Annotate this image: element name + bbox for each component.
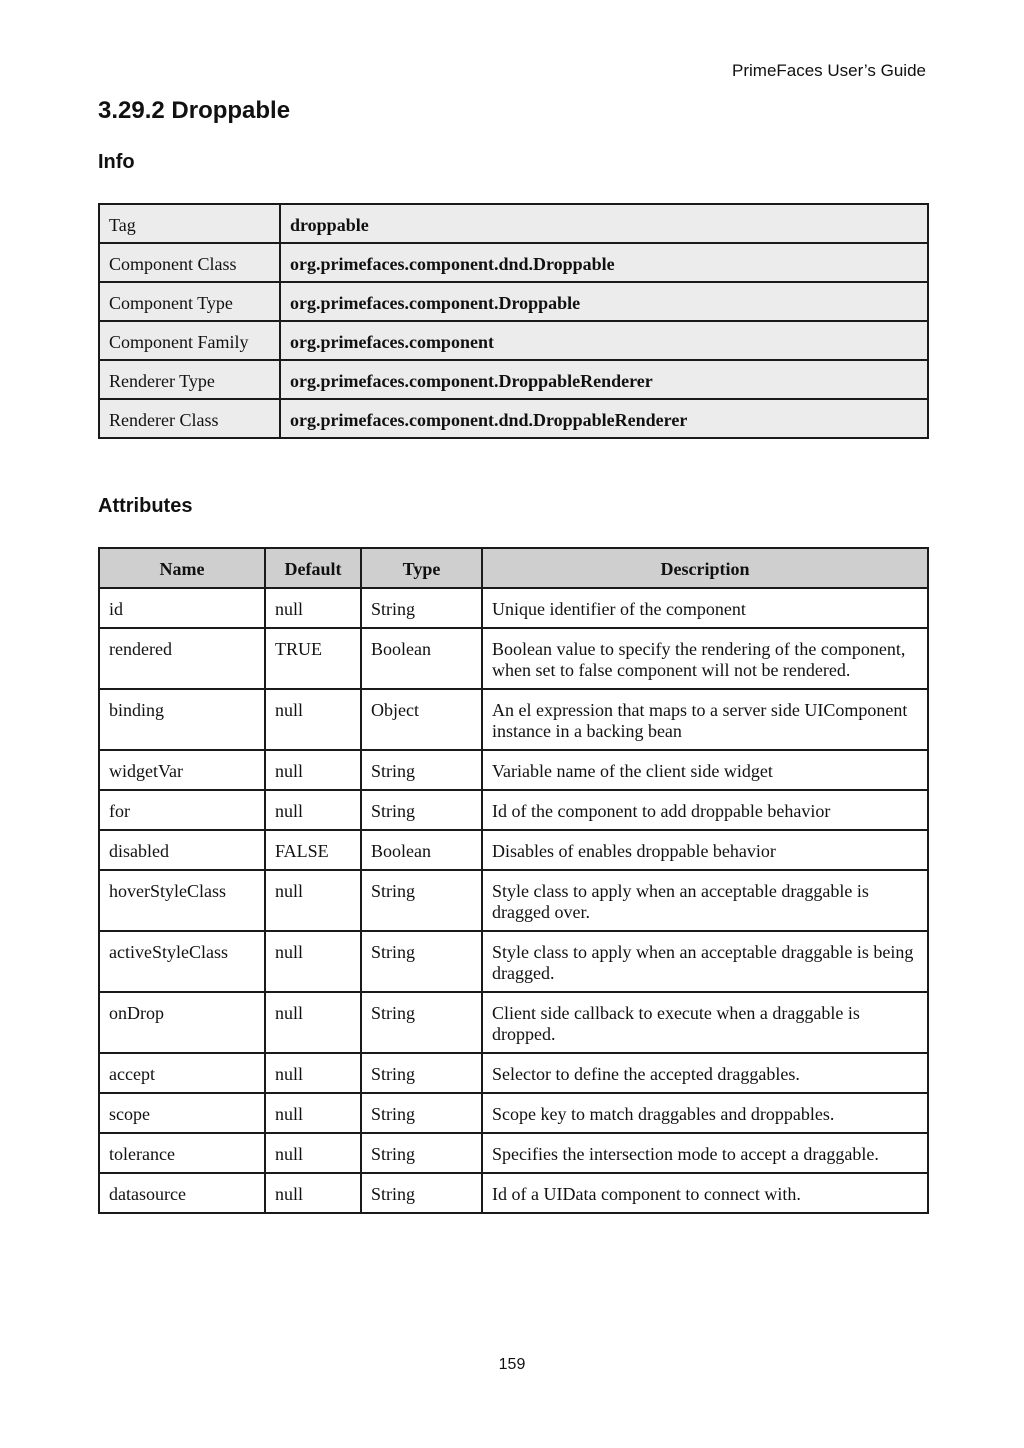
attribute-description: Scope key to match draggables and droppables. [482,1093,928,1133]
attribute-default: null [265,1053,361,1093]
column-header-type: Type [361,548,482,588]
info-value: org.primefaces.component.Droppable [280,282,928,321]
info-value: org.primefaces.component [280,321,928,360]
attribute-name: tolerance [99,1133,265,1173]
attribute-name: widgetVar [99,750,265,790]
attribute-type: String [361,870,482,931]
info-row [99,321,928,360]
attribute-name: disabled [99,830,265,870]
attribute-default: null [265,1093,361,1133]
attribute-type: String [361,1173,482,1213]
attribute-description: Specifies the intersection mode to accept a draggable. [482,1133,928,1173]
table-row [99,588,928,628]
column-header-default: Default [265,548,361,588]
table-row [99,628,928,689]
attribute-type: String [361,1133,482,1173]
attribute-name: for [99,790,265,830]
info-table [98,203,929,439]
attribute-default: null [265,931,361,992]
info-row [99,360,928,399]
attribute-type: String [361,931,482,992]
attribute-default: null [265,870,361,931]
info-label: Tag [99,204,280,243]
attribute-type: Boolean [361,830,482,870]
attributes-table [98,547,929,1214]
info-value: org.primefaces.component.DroppableRenderer [280,360,928,399]
attribute-description: Style class to apply when an acceptable draggable is dragged over. [482,870,928,931]
attribute-name: id [99,588,265,628]
table-row [99,870,928,931]
attribute-default: TRUE [265,628,361,689]
attribute-type: String [361,1093,482,1133]
table-row [99,750,928,790]
info-value: droppable [280,204,928,243]
attribute-default: null [265,992,361,1053]
table-row [99,1093,928,1133]
section-title: 3.29.2 Droppable [98,97,291,124]
attribute-type: String [361,1053,482,1093]
attribute-type: String [361,750,482,790]
attribute-description: Disables of enables droppable behavior [482,830,928,870]
attribute-default: null [265,790,361,830]
attributes-heading: Attributes [98,495,193,517]
attribute-description: Id of a UIData component to connect with. [482,1173,928,1213]
attribute-description: Unique identifier of the component [482,588,928,628]
running-header: PrimeFaces User’s Guide [732,61,926,80]
attribute-name: activeStyleClass [99,931,265,992]
info-heading: Info [98,151,135,173]
attribute-description: Client side callback to execute when a draggable is dropped. [482,992,928,1053]
attribute-name: onDrop [99,992,265,1053]
attribute-type: String [361,790,482,830]
info-row [99,243,928,282]
info-row [99,399,928,438]
info-label: Renderer Class [99,399,280,438]
table-row [99,1173,928,1213]
attribute-description: Id of the component to add droppable behavior [482,790,928,830]
attribute-description: Variable name of the client side widget [482,750,928,790]
page-number: 159 [498,1356,526,1373]
info-value: org.primefaces.component.dnd.DroppableRenderer [280,399,928,438]
attribute-name: datasource [99,1173,265,1213]
column-header-description: Description [482,548,928,588]
info-row [99,204,928,243]
attribute-name: hoverStyleClass [99,870,265,931]
table-row [99,992,928,1053]
attribute-type: Object [361,689,482,750]
attribute-description: An el expression that maps to a server side UIComponent instance in a backing bean [482,689,928,750]
attribute-default: null [265,588,361,628]
info-label: Component Class [99,243,280,282]
info-label: Component Type [99,282,280,321]
table-row [99,931,928,992]
attributes-header-row [99,548,928,588]
info-value: org.primefaces.component.dnd.Droppable [280,243,928,282]
attribute-name: rendered [99,628,265,689]
attribute-default: FALSE [265,830,361,870]
table-row [99,790,928,830]
table-row [99,689,928,750]
info-label: Renderer Type [99,360,280,399]
attribute-type: String [361,992,482,1053]
attribute-description: Style class to apply when an acceptable draggable is being dragged. [482,931,928,992]
attribute-description: Selector to define the accepted draggables. [482,1053,928,1093]
column-header-name: Name [99,548,265,588]
attribute-type: String [361,588,482,628]
attribute-default: null [265,689,361,750]
info-label: Component Family [99,321,280,360]
attribute-name: accept [99,1053,265,1093]
table-row [99,1133,928,1173]
info-row [99,282,928,321]
attribute-name: binding [99,689,265,750]
attribute-default: null [265,1133,361,1173]
attribute-type: Boolean [361,628,482,689]
table-row [99,1053,928,1093]
table-row [99,830,928,870]
attribute-name: scope [99,1093,265,1133]
attribute-default: null [265,1173,361,1213]
attribute-default: null [265,750,361,790]
attribute-description: Boolean value to specify the rendering of the component, when set to false component will not be rendered. [482,628,928,689]
